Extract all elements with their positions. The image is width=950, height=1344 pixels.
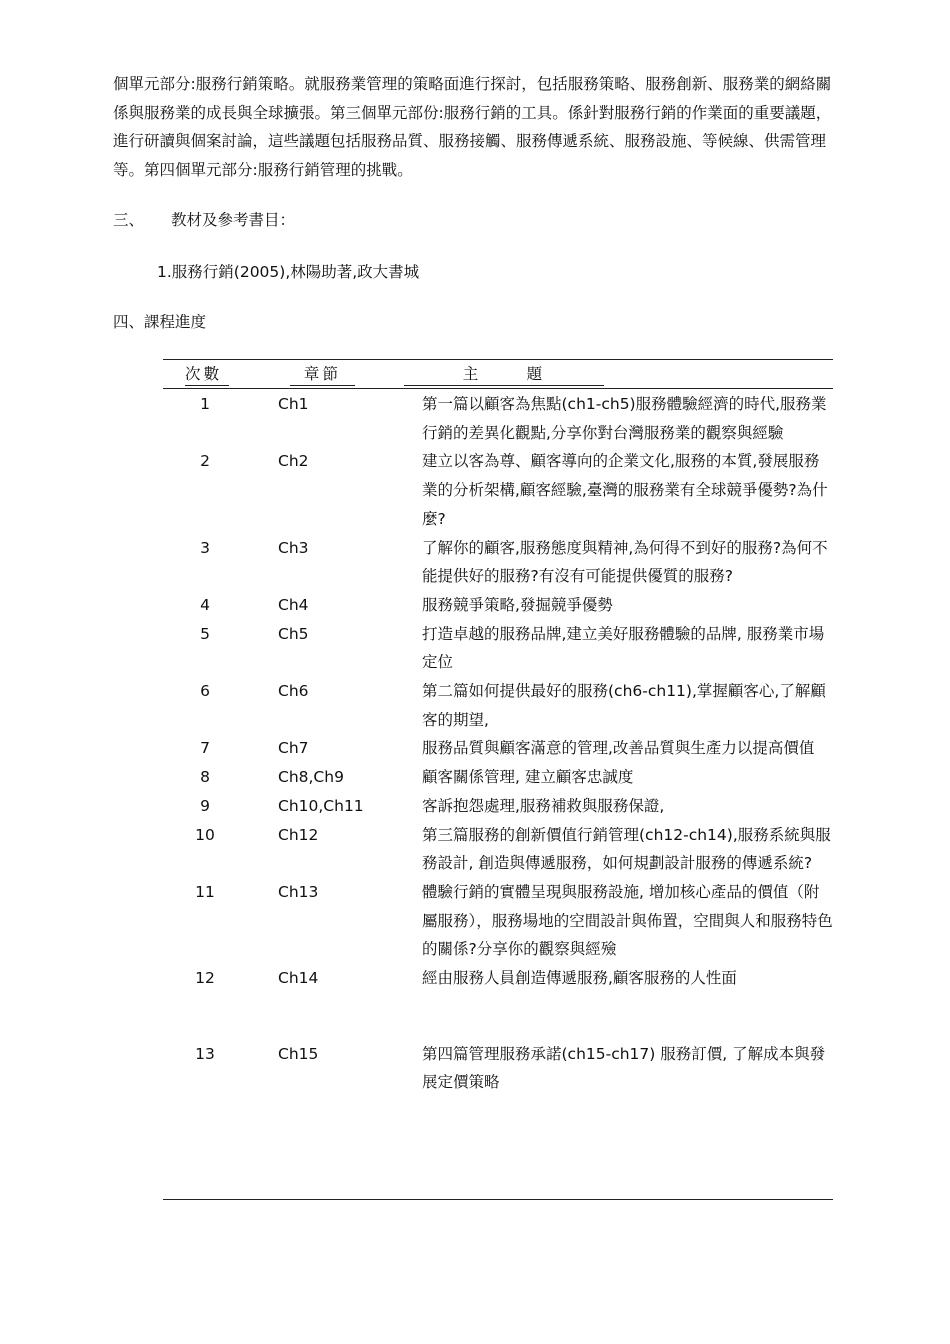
header-topic: 主 題 <box>404 363 604 386</box>
table-row <box>163 447 833 533</box>
row-number: 6 <box>200 682 210 701</box>
row-topic: 建立以客為尊、顧客導向的企業文化,服務的本質,發展服務業的分析架構,顧客經驗,臺灣的服務業有全球競爭優勢?為什麼? <box>422 452 828 528</box>
row-number: 4 <box>200 595 210 614</box>
table-row <box>163 1040 833 1097</box>
table-row <box>163 390 833 447</box>
row-chapter: Ch5 <box>278 624 309 643</box>
row-topic: 第二篇如何提供最好的服務(ch6-ch11),掌握顧客心,了解顧客的期望, <box>422 682 826 729</box>
row-number: 2 <box>200 452 210 471</box>
row-chapter: Ch6 <box>278 682 309 701</box>
table-row <box>163 620 833 677</box>
section-3-title: 教材及參考書目： <box>171 211 296 229</box>
section-4-heading: 四、課程進度 <box>113 313 207 331</box>
header-count: 次數 <box>185 363 229 386</box>
row-topic: 第一篇以顧客為焦點(ch1-ch5)服務體驗經濟的時代,服務業行銷的差異化觀點,分享你對台灣服務業的觀察與經驗 <box>422 395 827 442</box>
row-number: 11 <box>195 882 215 901</box>
row-topic: 打造卓越的服務品牌,建立美好服務體驗的品牌, 服務業市場定位 <box>422 624 825 672</box>
row-chapter: Ch12 <box>278 825 319 844</box>
section-3-number: 三、 <box>113 211 145 229</box>
row-number: 13 <box>195 1044 215 1063</box>
section-3-heading <box>113 208 295 232</box>
row-topic: 第四篇管理服務承諾(ch15-ch17) 服務訂價, 了解成本與發展定價策略 <box>422 1044 826 1092</box>
table-row <box>163 734 833 763</box>
table-row <box>163 964 833 993</box>
row-chapter: Ch13 <box>278 882 319 901</box>
row-number: 8 <box>200 768 210 787</box>
row-number: 3 <box>200 538 210 557</box>
row-chapter: Ch7 <box>278 739 309 758</box>
row-number: 7 <box>200 739 210 758</box>
row-number: 12 <box>195 969 215 988</box>
table-header <box>163 363 833 389</box>
row-chapter: Ch10,Ch11 <box>278 796 364 815</box>
row-topic: 經由服務人員創造傳遞服務,顧客服務的人性面 <box>422 969 737 988</box>
row-chapter: Ch15 <box>278 1044 319 1063</box>
row-chapter: Ch2 <box>278 452 309 471</box>
intro-paragraph: 個單元部分:服務行銷策略。就服務業管理的策略面進行探討，包括服務策略、服務創新、服務業的網絡關係與服務業的成長與全球擴張。第三個單元部份:服務行銷的工具。係針對服務行銷的作業面的重要議題，進行研讀與個案討論，這些議題包括服務品質、服務接觸、服務傳遞系統、服務設施、等候線、供需管理等。第四個單元部分:服務行銷管理的挑戰。 <box>113 75 832 179</box>
table-row <box>163 677 833 734</box>
row-chapter: Ch8,Ch9 <box>278 768 344 787</box>
row-topic: 服務競爭策略,發掘競爭優勢 <box>422 595 613 614</box>
table-header-rule <box>163 388 833 389</box>
row-number: 1 <box>200 395 210 413</box>
row-topic: 服務品質與顧客滿意的管理,改善品質與生產力以提高價值 <box>422 739 815 758</box>
table-row <box>163 792 833 821</box>
row-number: 9 <box>200 796 210 815</box>
row-chapter: Ch4 <box>278 595 309 614</box>
table-row <box>163 821 833 878</box>
row-chapter: Ch14 <box>278 969 319 988</box>
row-chapter: Ch1 <box>278 395 309 413</box>
header-chapter: 章節 <box>290 363 355 386</box>
table-row <box>163 878 833 964</box>
schedule-table-body <box>163 390 833 1097</box>
row-spacer <box>163 993 833 1040</box>
table-row <box>163 534 833 591</box>
table-bottom-rule <box>163 1199 833 1200</box>
row-topic: 第三篇服務的創新價值行銷管理(ch12-ch14),服務系統與服務設計, 創造與傳遞服務，如何規劃設計服務的傳遞系統? <box>422 825 831 873</box>
table-row <box>163 763 833 792</box>
row-number: 10 <box>195 825 215 844</box>
row-topic: 顧客關係管理, 建立顧客忠誠度 <box>422 768 634 787</box>
row-chapter: Ch3 <box>278 538 309 557</box>
row-topic: 體驗行銷的實體呈現與服務設施, 增加核心產品的價值（附屬服務），服務場地的空間設計與佈置，空間與人和服務特色的關係?分享你的觀察與經殮 <box>422 882 833 959</box>
reference-item: 1.服務行銷(2005),林陽助著,政大書城 <box>157 263 420 281</box>
row-topic: 了解你的顧客,服務態度與精神,為何得不到好的服務?為何不能提供好的服務?有沒有可能提供優質的服務? <box>422 538 828 586</box>
table-top-rule <box>163 359 833 360</box>
row-topic: 客訴抱怨處理,服務補救與服務保證, <box>422 796 665 815</box>
table-row <box>163 591 833 620</box>
row-number: 5 <box>200 624 210 643</box>
